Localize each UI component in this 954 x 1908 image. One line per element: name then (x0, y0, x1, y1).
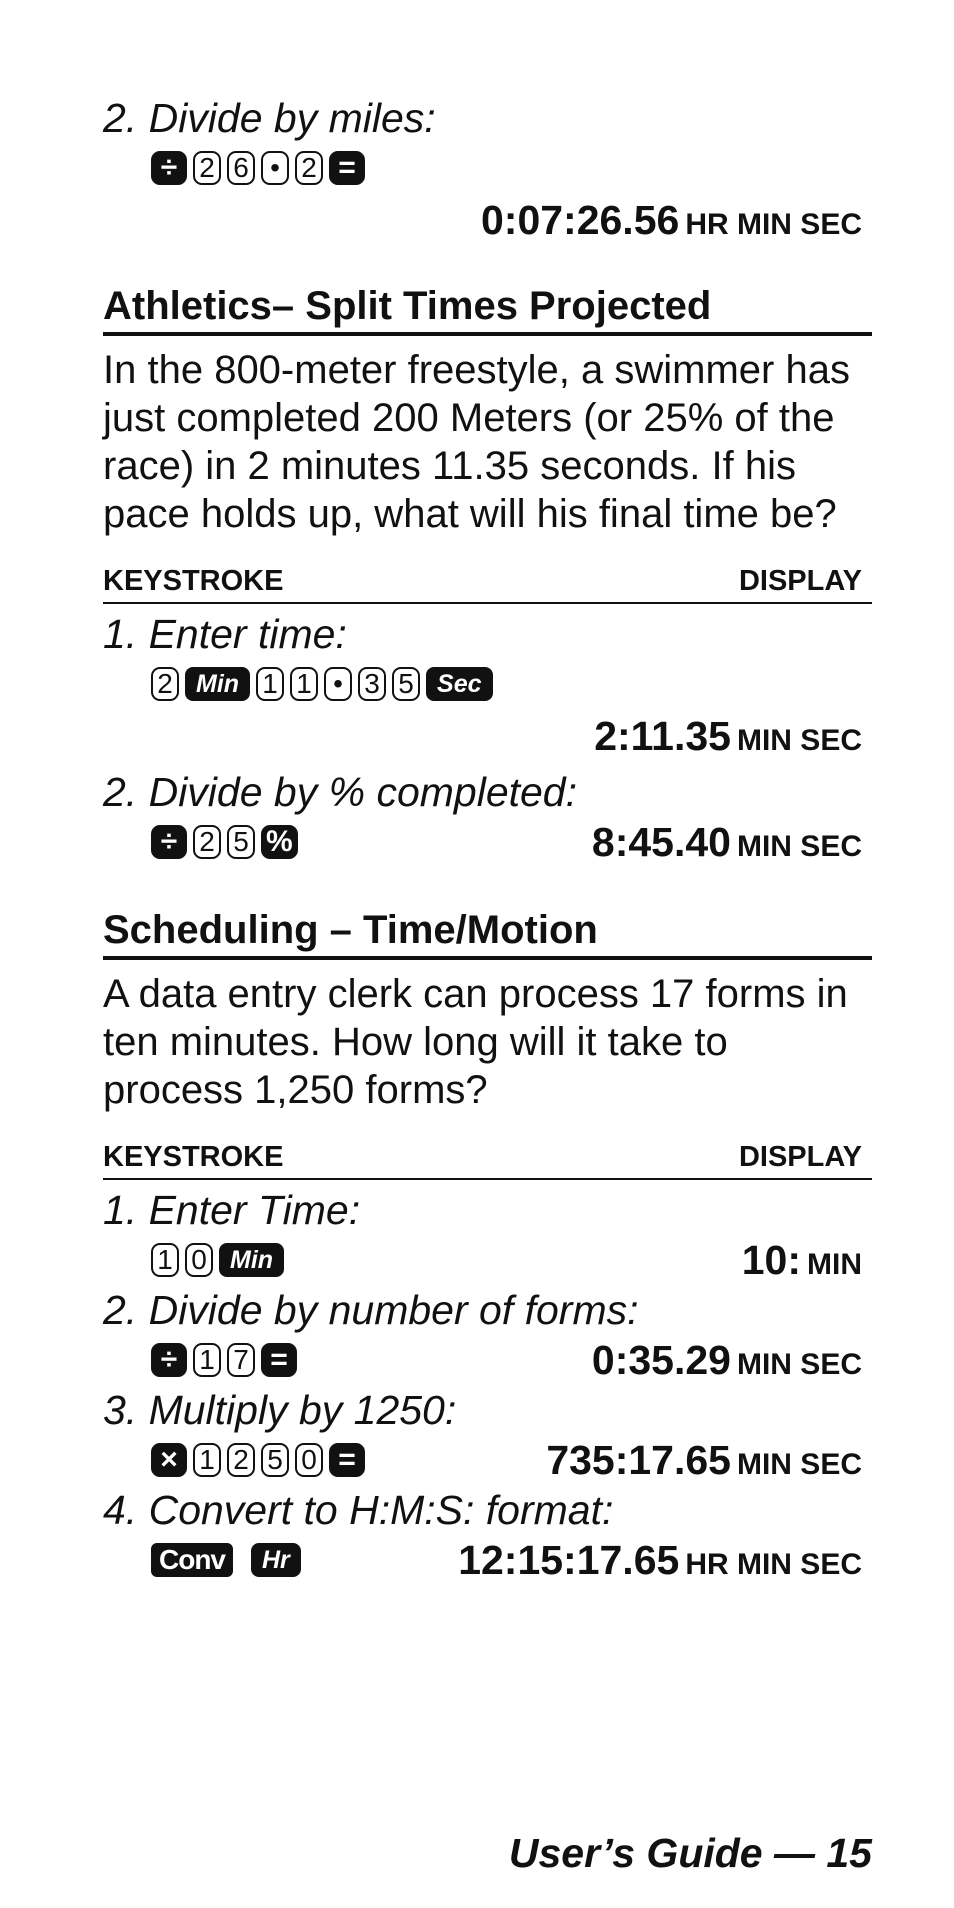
multiply-key: × (151, 1443, 187, 1477)
display-units: MIN (807, 1247, 862, 1281)
keystroke-sequence (151, 1343, 297, 1377)
display-units: HR MIN SEC (685, 207, 862, 241)
decimal-key: • (261, 151, 289, 185)
digit-key-3: 3 (358, 667, 386, 701)
manual-page (103, 94, 872, 1586)
digit-key-1: 1 (151, 1243, 179, 1277)
athletics-step-2-label: 2. Divide by % completed: (103, 769, 578, 815)
digit-key-2: 2 (295, 151, 323, 185)
keystroke-column-label: KEYSTROKE (103, 565, 284, 597)
athletics-column-header (103, 560, 872, 604)
section-heading-scheduling: Scheduling – Time/Motion (103, 904, 872, 960)
digit-key-1: 1 (193, 1443, 221, 1477)
digit-key-2: 2 (193, 825, 221, 859)
min-key: Min (219, 1243, 284, 1277)
display-column-label: DISPLAY (738, 1141, 862, 1173)
section-heading-athletics: Athletics– Split Times Projected (103, 280, 872, 336)
scheduling-step-1-label: 1. Enter Time: (103, 1187, 361, 1233)
display-value: 10: MIN (741, 1236, 862, 1283)
digit-key-1: 1 (290, 667, 318, 701)
display-units: HR MIN SEC (685, 1547, 862, 1581)
display-units: MIN SEC (736, 1447, 862, 1481)
athletics-step-1-display-row (103, 710, 872, 762)
divide-key: ÷ (151, 1343, 187, 1377)
equals-key: = (329, 151, 365, 185)
display-value: 12:15:17.65 HR MIN SEC (458, 1536, 862, 1583)
scheduling-step-3-row (103, 1434, 872, 1486)
digit-key-0: 0 (295, 1443, 323, 1477)
display-value: 735:17.65 MIN SEC (546, 1436, 862, 1483)
athletics-step-1-label: 1. Enter time: (103, 611, 347, 657)
scheduling-column-header (103, 1136, 872, 1180)
athletics-paragraph: In the 800-meter freestyle, a swimmer has just completed 200 Meters (or 25% of the race) in 2 minutes 11.35 seconds. If his pace holds up, what will his final time be? (103, 348, 850, 536)
digit-key-5: 5 (392, 667, 420, 701)
scheduling-step-2-label: 2. Divide by number of forms: (103, 1287, 639, 1333)
scheduling-step-2-row (103, 1334, 872, 1386)
sec-key: Sec (426, 667, 492, 701)
digit-key-5: 5 (227, 825, 255, 859)
divide-key: ÷ (151, 151, 187, 185)
intro-step-2-display-row (103, 194, 872, 246)
divide-key: ÷ (151, 825, 187, 859)
min-key: Min (185, 667, 250, 701)
intro-step-2-keys-row (103, 142, 872, 194)
keystroke-sequence (151, 825, 298, 859)
display-value: 0:07:26.56 HR MIN SEC (480, 196, 862, 243)
athletics-step-1-keys-row (103, 658, 872, 710)
digit-key-1: 1 (193, 1343, 221, 1377)
keystroke-sequence (151, 1443, 365, 1477)
decimal-key: • (324, 667, 352, 701)
digit-key-5: 5 (261, 1443, 289, 1477)
keystroke-sequence (151, 667, 493, 701)
digit-key-2: 2 (193, 151, 221, 185)
digit-key-2: 2 (227, 1443, 255, 1477)
display-units: MIN SEC (736, 1347, 862, 1381)
hr-key: Hr (251, 1543, 301, 1577)
intro-step-2-label: 2. Divide by miles: (103, 95, 436, 141)
athletics-step-2-row (103, 816, 872, 868)
page-footer: User’s Guide — 15 (508, 1830, 872, 1876)
percent-key: % (261, 825, 298, 859)
display-value: 8:45.40 MIN SEC (591, 818, 862, 865)
keystroke-sequence (151, 1243, 284, 1277)
digit-key-0: 0 (185, 1243, 213, 1277)
equals-key: = (329, 1443, 365, 1477)
digit-key-6: 6 (227, 151, 255, 185)
display-units: MIN SEC (736, 723, 862, 757)
keystroke-column-label: KEYSTROKE (103, 1141, 284, 1173)
digit-key-7: 7 (227, 1343, 255, 1377)
keystroke-sequence (151, 151, 365, 185)
display-value: 2:11.35 MIN SEC (594, 712, 862, 759)
equals-key: = (261, 1343, 297, 1377)
scheduling-step-1-row (103, 1234, 872, 1286)
display-units: MIN SEC (736, 829, 862, 863)
keystroke-sequence (151, 1543, 301, 1577)
digit-key-1: 1 (256, 667, 284, 701)
display-column-label: DISPLAY (738, 565, 862, 597)
digit-key-2: 2 (151, 667, 179, 701)
conv-key: Conv (151, 1543, 233, 1577)
scheduling-step-4-label: 4. Convert to H:M:S: format: (103, 1487, 614, 1533)
scheduling-step-3-label: 3. Multiply by 1250: (103, 1387, 457, 1433)
scheduling-paragraph: A data entry clerk can process 17 forms in ten minutes. How long will it take to process 1,250 forms? (103, 972, 848, 1112)
scheduling-step-4-row (103, 1534, 872, 1586)
display-value: 0:35.29 MIN SEC (591, 1336, 862, 1383)
